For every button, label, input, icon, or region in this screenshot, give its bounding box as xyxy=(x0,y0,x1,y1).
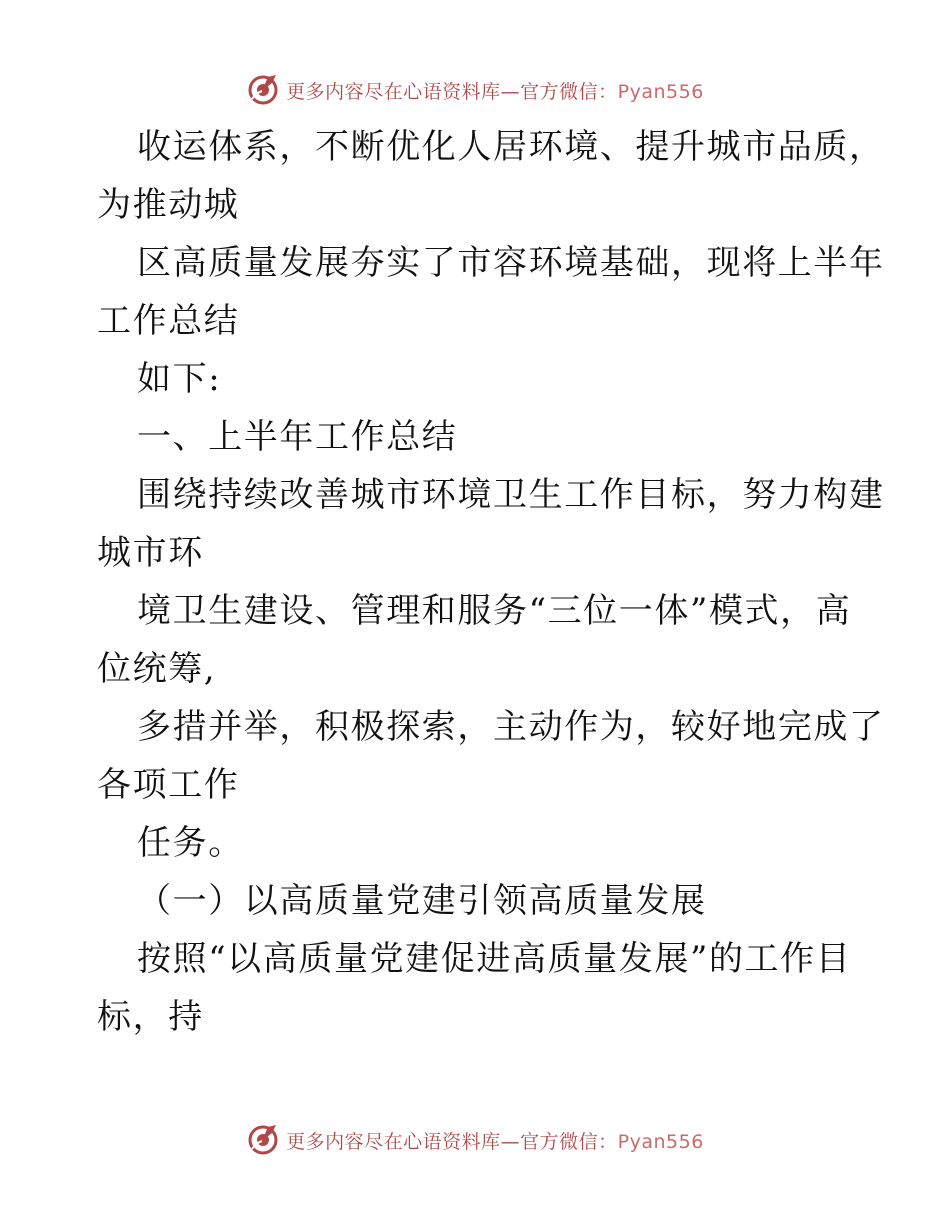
watermark-handle: Pyan556 xyxy=(617,1130,704,1153)
quill-logo-icon xyxy=(246,73,280,107)
text-line: 标，持 xyxy=(97,997,204,1037)
header-watermark xyxy=(0,70,950,110)
text-line: 城市环 xyxy=(97,533,204,573)
text-line: 任务。 xyxy=(137,823,244,863)
text-line: 各项工作 xyxy=(97,765,240,805)
text-line: 收运体系，不断优化人居环境、提升城市品质， xyxy=(137,127,885,167)
text-line: 位统筹, xyxy=(97,649,217,689)
text-line: 工作总结 xyxy=(97,301,240,341)
subsection-heading: （一）以高质量党建引领高质量发展 xyxy=(137,881,707,921)
section-heading: 一、上半年工作总结 xyxy=(137,417,458,457)
watermark-label: 更多内容尽在心语资料库—官方微信： xyxy=(286,80,618,103)
document-body xyxy=(97,118,885,1046)
text-line: 如下: xyxy=(137,359,222,399)
text-line: 境卫生建设、管理和服务“三位一体”模式，高 xyxy=(137,591,852,631)
text-line: 围绕持续改善城市环境卫生工作目标，努力构建 xyxy=(137,475,885,515)
watermark-label: 更多内容尽在心语资料库—官方微信： xyxy=(286,1130,618,1153)
text-line: 为推动城 xyxy=(97,185,240,225)
watermark-text xyxy=(286,77,704,104)
watermark-handle: Pyan556 xyxy=(617,80,704,103)
quill-logo-icon xyxy=(246,1123,280,1157)
text-line: 区高质量发展夯实了市容环境基础，现将上半年 xyxy=(137,243,885,283)
footer-watermark xyxy=(0,1120,950,1160)
text-line: 按照“以高质量党建促进高质量发展”的工作目 xyxy=(137,939,852,979)
text-line: 多措并举，积极探索，主动作为，较好地完成了 xyxy=(137,707,885,747)
watermark-text xyxy=(286,1127,704,1154)
